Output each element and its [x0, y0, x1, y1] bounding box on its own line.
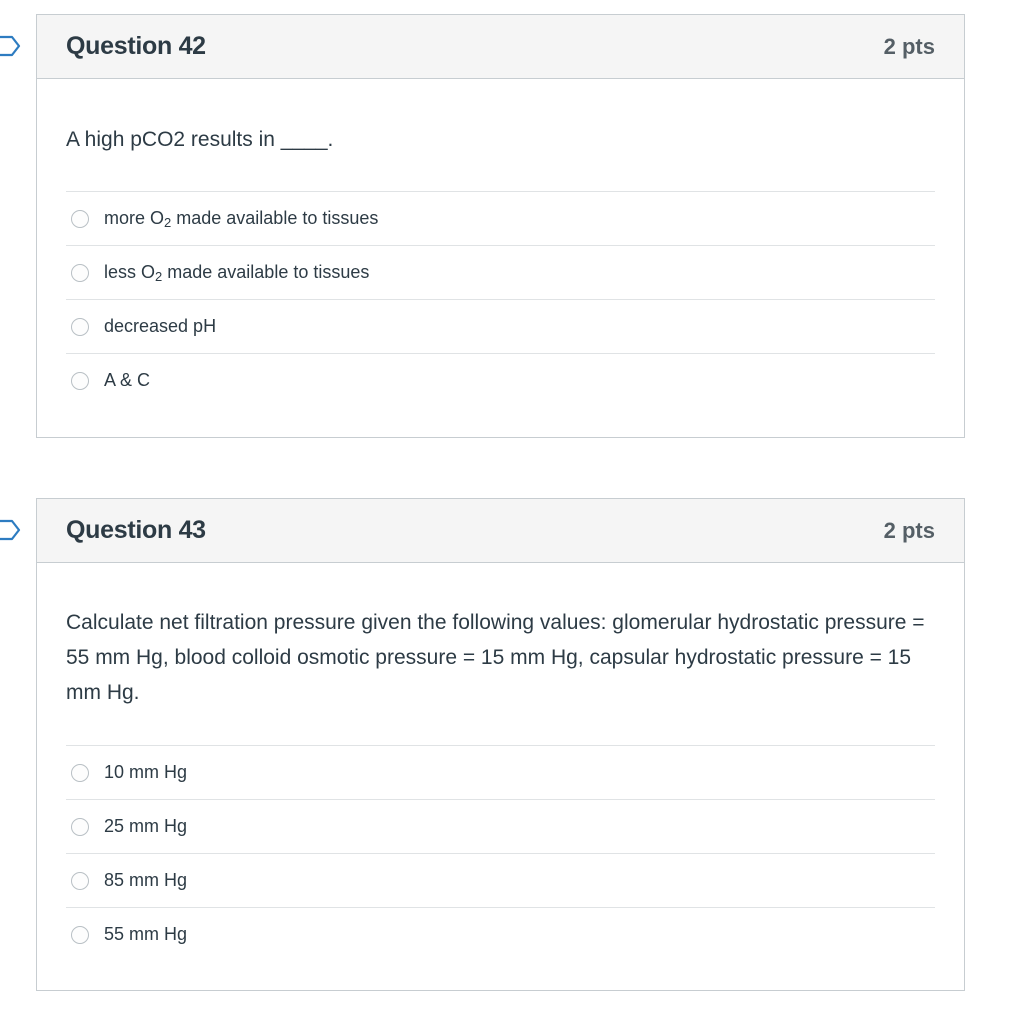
answer-label: 55 mm Hg [104, 924, 188, 944]
radio-button[interactable] [71, 210, 89, 228]
question-header [37, 499, 964, 563]
answer-label: 10 mm Hg [104, 761, 188, 782]
answer-label: 25 mm Hg [104, 815, 188, 836]
question-body [37, 563, 964, 962]
radio-button[interactable] [71, 764, 89, 782]
answer-option[interactable] [66, 354, 935, 408]
flag-question-icon[interactable] [0, 519, 22, 541]
radio-button[interactable] [71, 318, 89, 336]
answer-option[interactable] [66, 192, 935, 246]
answer-label: decreased pH [104, 315, 217, 336]
answer-label: 85 mm Hg [104, 869, 188, 890]
radio-button[interactable] [71, 926, 89, 944]
answer-list [66, 191, 935, 408]
question-text: A high pCO2 results in ____. [66, 128, 334, 151]
answer-option[interactable] [66, 246, 935, 300]
radio-button[interactable] [71, 372, 89, 390]
question-title: Question 43 [66, 516, 206, 544]
answer-option[interactable] [66, 854, 935, 908]
flag-question-icon[interactable] [0, 35, 22, 57]
radio-button[interactable] [71, 872, 89, 890]
radio-button[interactable] [71, 818, 89, 836]
question-points: 2 pts [883, 517, 935, 543]
answer-option[interactable] [66, 908, 935, 962]
answer-label: less $O_2$ made available to tissues [104, 261, 370, 284]
question-42 [36, 14, 965, 438]
radio-button[interactable] [71, 264, 89, 282]
question-body [37, 79, 964, 408]
question-title: Question 42 [66, 32, 206, 60]
answer-label: more $O_2$ made available to tissues [104, 207, 379, 230]
answer-option[interactable] [66, 300, 935, 354]
question-43 [36, 498, 965, 991]
answer-option[interactable] [66, 800, 935, 854]
question-points: 2 pts [883, 33, 935, 59]
question-header [37, 15, 964, 79]
answer-label: A & C [104, 370, 151, 390]
answer-list [66, 745, 935, 962]
answer-option[interactable] [66, 746, 935, 800]
question-text: Calculate net filtration pressure given the following values: glomerular hydrostatic pressure = 55 mm Hg, blood colloid osmotic pressure = 15 mm Hg, capsular hydrostatic pressure = 15 mm Hg. [66, 611, 925, 704]
